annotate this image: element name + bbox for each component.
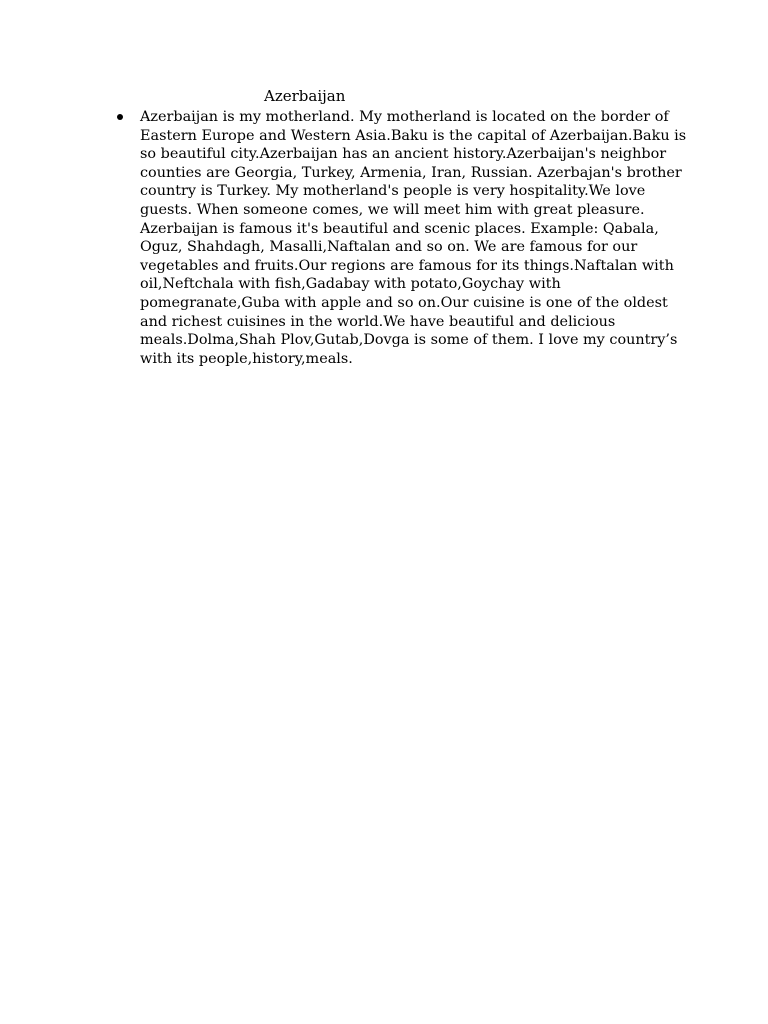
paragraph-line: guests. When someone comes, we will meet him with great pleasure. xyxy=(140,201,645,218)
paragraph-line: country is Turkey. My motherland's people is very hospitality.We love xyxy=(140,183,646,200)
paragraph-line: so beautiful city.Azerbaijan has an ancient history.Azerbaijan's neighbor xyxy=(140,146,667,163)
paragraph-line: and richest cuisines in the world.We have beautiful and delicious xyxy=(140,313,616,330)
paragraph-line: meals.Dolma,Shah Plov,Gutab,Dovga is some of them. I love my country’s xyxy=(140,332,678,349)
paragraph-line: Eastern Europe and Western Asia.Baku is the capital of Azerbaijan.Baku is xyxy=(140,127,687,144)
bullet-list xyxy=(116,108,687,368)
document-title: Azerbaijan xyxy=(264,87,346,105)
bullet-icon xyxy=(117,114,123,120)
paragraph-line: pomegranate,Guba with apple and so on.Our cuisine is one of the oldest xyxy=(140,294,668,311)
paragraph-line: Azerbaijan is famous it's beautiful and scenic places. Example: Qabala, xyxy=(140,220,659,237)
paragraph xyxy=(140,108,687,368)
paragraph-line: Azerbaijan is my motherland. My motherland is located on the border of xyxy=(140,109,669,125)
paragraph-line: oil,Neftchala with fish,Gadabay with potato,Goychay with xyxy=(140,276,561,293)
paragraph-line: Oguz, Shahdagh, Masalli,Naftalan and so on. We are famous for our xyxy=(140,239,638,256)
list-item xyxy=(116,108,687,368)
paragraph-line: counties are Georgia, Turkey, Armenia, Iran, Russian. Azerbajan's brother xyxy=(140,164,682,181)
paragraph-line: vegetables and fruits.Our regions are famous for its things.Naftalan with xyxy=(140,257,674,274)
paragraph-line: with its people,history,meals. xyxy=(140,350,353,367)
